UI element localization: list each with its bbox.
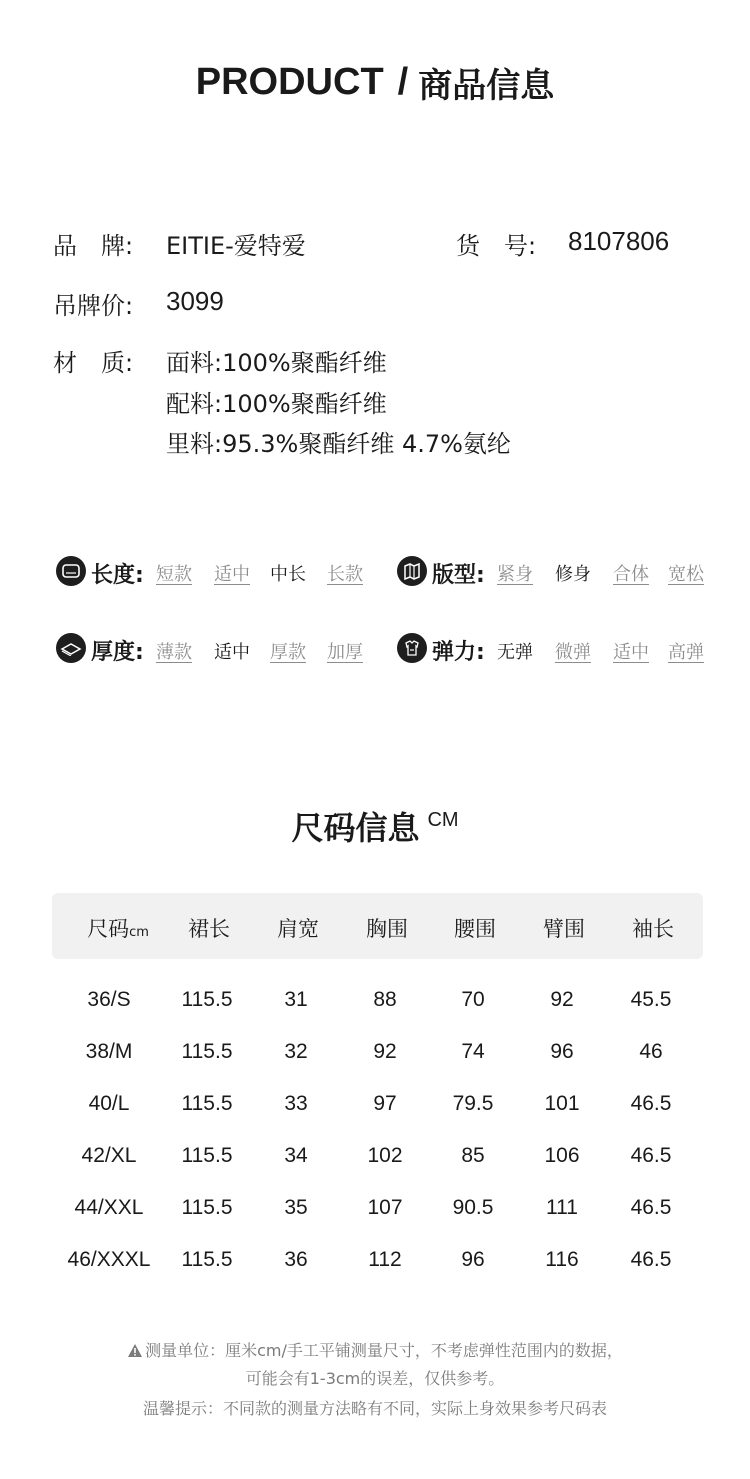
attr-stretch-label: 弹力:	[432, 640, 485, 665]
note-line-1	[0, 1338, 750, 1362]
cell-arm: 92	[550, 988, 574, 1011]
size-section-title	[0, 803, 750, 849]
header-size-unit: cm	[129, 925, 149, 940]
note-line-2: 可能会有1-3cm的误差，仅供参考。	[245, 1369, 505, 1388]
cell-sleeve: 46.5	[630, 1092, 672, 1115]
cell-bust: 112	[368, 1248, 402, 1271]
stretch-icon	[397, 633, 427, 663]
cell-size: 46/XXXL	[67, 1248, 151, 1271]
option-stretch-slight: 微弹	[555, 642, 591, 663]
cell-sleeve: 46.5	[630, 1144, 672, 1167]
cell-arm: 111	[546, 1196, 578, 1219]
attr-thickness-label: 厚度:	[91, 640, 144, 665]
note-text-1: 测量单位：厘米cm/手工平铺测量尺寸，不考虑弹性范围内的数据，	[145, 1341, 623, 1360]
option-thickness-medium: 适中	[214, 642, 250, 663]
cell-waist: 96	[461, 1248, 485, 1271]
cell-skirt-length: 115.5	[181, 1196, 233, 1219]
cell-arm: 116	[545, 1248, 579, 1271]
material-line: 面料:100%聚酯纤维	[166, 349, 387, 377]
cell-size: 44/XXL	[74, 1196, 144, 1219]
header-title-cn: 商品信息	[418, 66, 555, 106]
header-sleeve: 袖长	[632, 917, 674, 941]
header-title-en: PRODUCT	[195, 61, 384, 103]
cell-shoulder: 32	[284, 1040, 308, 1063]
option-fit-slim: 修身	[555, 564, 591, 585]
size-unit: CM	[427, 809, 459, 831]
cell-arm: 106	[544, 1144, 580, 1167]
fit-icon	[397, 556, 427, 586]
cell-bust: 102	[367, 1144, 403, 1167]
cell-skirt-length: 115.5	[181, 1040, 233, 1063]
option-fit-tight: 紧身	[497, 564, 533, 585]
option-stretch-high: 高弹	[668, 642, 704, 663]
cell-bust: 107	[367, 1196, 403, 1219]
sku-value: 8107806	[568, 226, 670, 256]
cell-skirt-length: 115.5	[181, 1144, 233, 1167]
price-value: 3099	[166, 286, 224, 316]
cell-shoulder: 36	[284, 1248, 308, 1271]
cell-waist: 90.5	[452, 1196, 494, 1219]
option-thickness-thin: 薄款	[156, 642, 192, 663]
option-length-short: 短款	[156, 564, 192, 585]
attr-fit-label: 版型:	[432, 563, 485, 588]
cell-sleeve: 46	[639, 1040, 663, 1063]
brand-value: EITIE-爱特爱	[166, 232, 306, 260]
material-line: 配料:100%聚酯纤维	[166, 390, 387, 418]
option-fit-loose: 宽松	[668, 564, 704, 585]
cell-size: 42/XL	[81, 1144, 137, 1167]
attr-length-label: 长度:	[91, 563, 144, 588]
cell-skirt-length: 115.5	[181, 1248, 233, 1271]
header-arm: 臂围	[543, 917, 585, 941]
header-waist: 腰围	[454, 917, 496, 941]
option-stretch-medium: 适中	[613, 642, 649, 663]
option-thickness-extra: 加厚	[327, 642, 363, 663]
sku-label: 货 号:	[456, 232, 537, 260]
cell-waist: 74	[461, 1040, 485, 1063]
option-thickness-thick: 厚款	[270, 642, 306, 663]
option-length-medium: 适中	[214, 564, 250, 585]
header-bust: 胸围	[366, 917, 408, 941]
dress-length-icon	[56, 556, 86, 586]
page-header	[0, 58, 750, 107]
header-shoulder: 肩宽	[277, 917, 319, 941]
option-fit-regular: 合体	[613, 564, 649, 585]
cell-waist: 70	[461, 988, 485, 1011]
cell-bust: 88	[373, 988, 397, 1011]
material-line: 里料:95.3%聚酯纤维 4.7%氨纶	[166, 430, 511, 458]
cell-shoulder: 35	[284, 1196, 308, 1219]
option-length-midi: 中长	[270, 564, 306, 585]
cell-sleeve: 46.5	[630, 1248, 672, 1271]
header-size-label: 尺码	[87, 917, 130, 941]
cell-shoulder: 31	[284, 988, 308, 1011]
thickness-icon	[56, 633, 86, 663]
material-label: 材 质:	[53, 349, 134, 377]
cell-bust: 92	[373, 1040, 397, 1063]
header-size	[87, 913, 149, 943]
option-stretch-none: 无弹	[497, 642, 533, 663]
cell-arm: 101	[544, 1092, 580, 1115]
cell-skirt-length: 115.5	[181, 1092, 233, 1115]
cell-sleeve: 46.5	[630, 1196, 672, 1219]
cell-bust: 97	[373, 1092, 397, 1115]
header-skirt-length: 裙长	[188, 917, 230, 941]
size-title: 尺码信息	[291, 809, 420, 847]
brand-label: 品 牌:	[53, 232, 134, 260]
cell-size: 38/M	[85, 1040, 133, 1063]
warning-icon	[127, 1343, 143, 1362]
cell-shoulder: 33	[284, 1092, 308, 1115]
cell-size: 36/S	[87, 988, 131, 1011]
cell-waist: 79.5	[452, 1092, 494, 1115]
cell-shoulder: 34	[284, 1144, 308, 1167]
note-line-3: 温馨提示：不同款的测量方法略有不同，实际上身效果参考尺码表	[142, 1399, 607, 1418]
price-label: 吊牌价:	[53, 292, 134, 320]
cell-sleeve: 45.5	[630, 988, 672, 1011]
option-length-long: 长款	[327, 564, 363, 585]
cell-arm: 96	[550, 1040, 574, 1063]
cell-skirt-length: 115.5	[181, 988, 233, 1011]
cell-waist: 85	[461, 1144, 485, 1167]
header-separator: /	[397, 61, 409, 103]
cell-size: 40/L	[88, 1092, 130, 1115]
